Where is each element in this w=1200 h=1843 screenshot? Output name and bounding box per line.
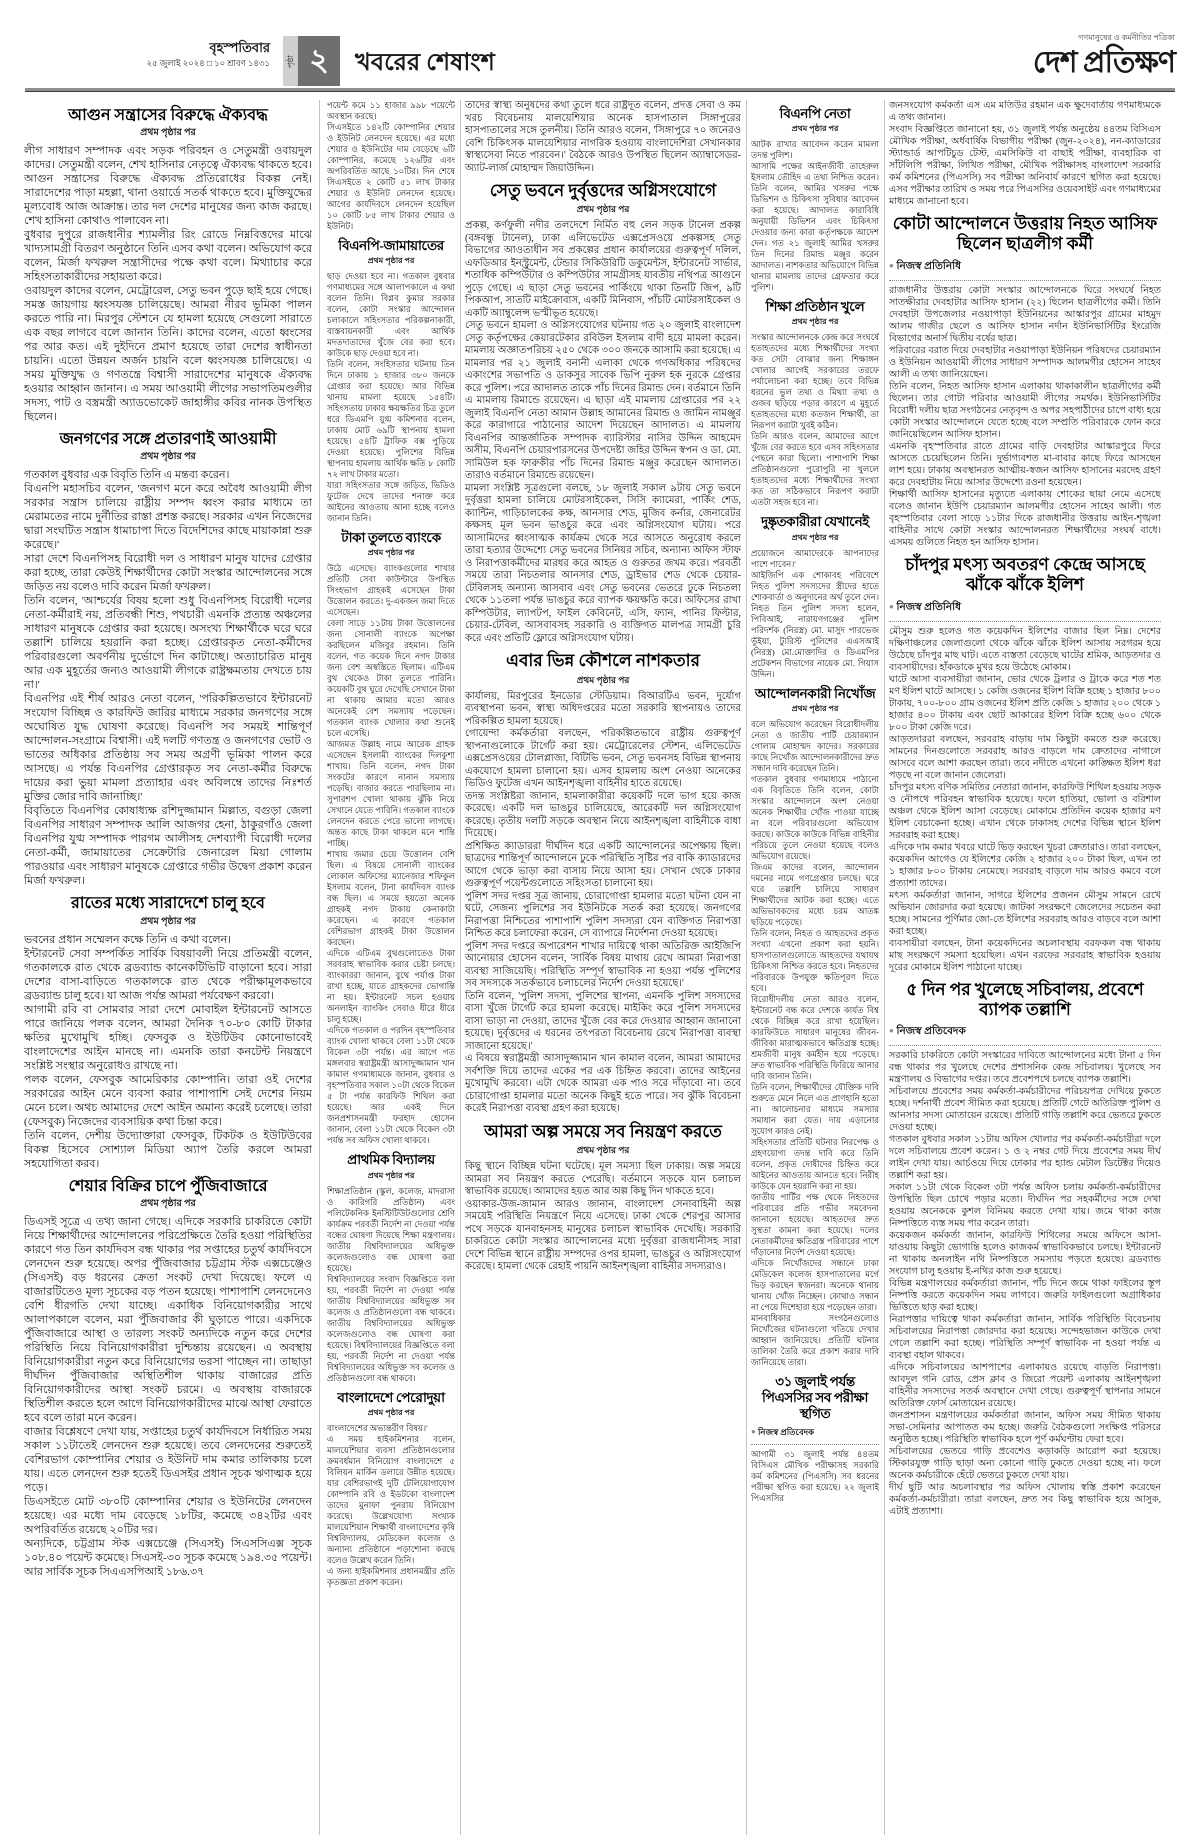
paragraph: বিবৃতিতে বিএনপির কোষাধ্যক্ষ রশিদুজ্জামান মিল্লাত, বগুড়া জেলা বিএনপির সাধারণ সম্পাদক আলি আজগর হেনা, ঠাকুরগাঁও জেলা বিএনপির যুগ্ম সম্পাদক পারগম আলীসহ দেশব্যাপী বিরোধী দলের নেতা-কর্মী, জামায়াতের সেক্রেটারি জেনারেল মিয়া গোলাম পারওয়ার এবং সাধারণ মানুষকে গ্রেপ্তারে গভীর উদ্বেগ প্রকাশ করেন মির্জা ফখরুল। (24, 805, 312, 888)
paragraph: তিনি বলেন, নিহত আসিফ হাসান এলাকায় থাকাকালীন ছাত্রলীগের কর্মী ছিলেন। তার গোটা পরিবার আওয়ামী লীগের সমর্থক। ইউনিভার্সিটির বিরোধী দলীয় ছাত্র সংগঠনের নেতৃবৃন্দ ও অপর সহপাঠীদের চাপে বাধ্য হয়ে কোটা সংস্কার আন্দোলনে যেতে হচ্ছে বলে সম্প্রতি পরিবারকে ফোন করে জানিয়েছিলেন আসিফ হাসান। (889, 381, 1161, 440)
paragraph: বিভিন্ন মন্ত্রণালয়ের কর্মকর্তারা জানান, পাঁচ দিনে জমে থাকা ফাইলের স্তূপ নিষ্পত্তি করতে কয়েকদিন সময় লাগবে। জরুরি ফাইলগুলো অগ্রাধিকার ভিত্তিতে ছাড় করা হচ্ছে। (889, 1279, 1161, 1314)
paragraph: মামলা সংশ্লিষ্ট সূত্রগুলো বলছে, ১৮ জুলাই সকাল ৯টায় সেতু ভবনে দুর্বৃত্তরা হামলা চালিয়ে মোটরসাইকেল, সিসি ক্যামেরা, পার্কিং শেড, ক্যান্টিন, গাড়িচালকের কক্ষ, আনসার শেড, মুজিব কর্নার, জেনারেটর কক্ষসহ মূল ভবন ভাঙচুর করে এবং অগ্নিসংযোগ ঘটায়। পরে আসামিদের ধ্বংসাত্মক কার্যক্রম থেকে সরে আসতে অনুরোধ করলে তারা হত্যার উদ্দেশ্যে সেতু ভবনের সিনিয়র সচিব, অন্যান্য অফিস স্টাফ ও নিরাপত্তাকর্মীদের মারধর করে আহত ও গুরুতর জখম করে। পরবর্তী সময়ে তারা নিচতলার আনসার শেড, ড্রাইভার শেড থেকে চেয়ার-টেবিলসহ অন্যান্য আসবাব এবং সেতু ভবনের ভেতরে ঢুকে নিচতলা থেকে ১১তলা পর্যন্ত ভাঙচুর করে ব্যাপক ক্ষয়ক্ষতি করে। অফিসের রাখা কম্পিউটার, ল্যাপটপ, ফাইল কেবিনেট, এসি, ফ্যান, পানির ফিল্টার, চেয়ার-টেবিল, আসবাবসহ সরকারি ও ব্যক্তিগত মালপত্র সামগ্রী চুরি করে এবং প্রতিটি ফ্লোরে অগ্নিসংযোগ ঘটায়। (465, 482, 741, 644)
paragraph: ডিএসই সূত্রে এ তথ্য জানা গেছে। এদিকে সরকারি চাকরিতে কোটা নিয়ে শিক্ষার্থীদের আন্দোলনের পরিপ্রেক্ষিতে তৈরি হওয়া পরিস্থিতির কারণে গত তিন কার্যদিবস বন্ধ থাকার পর সপ্তাহের চতুর্থ কার্যদিবসে লেনদেন শুরু হয়েছে। অপর পুঁজিবাজার চট্টগ্রাম স্টক এক্সচেঞ্জেও (সিএসই) বড় ধরনের ক্রেতা সংকট দেখা দিয়েছে। ফলে এ বাজারটিতেও মূল্য সূচকের বড় পতন হয়েছে। পাশাপাশি লেনদেনেও বেশি ধীরগতি দেখা যাচ্ছে। একাধিক বিনিয়োগকারীর সাথে আলাপকালে বলেন, মরা পুঁজিবাজার কী ঘুড়াতে পারে। একদিকে পুঁজিবাজারে আস্থা ও তারল্য সংকট অন্যদিকে নতুন করে দেশের পরিস্থিতি নিয়ে বিনিয়োগকারীরা দুশ্চিন্তায় রয়েছেন। এ অবস্থায় বিনিয়োগকারীরা নতুন করে বিনিয়োগের ভরসা পাচ্ছেন না। তাছাড়া দীর্ঘদিন পুঁজিবাজার অস্থিতিশীল থাকায় বাজারের প্রতি বিনিয়োগকারীদের আস্থা সংকট চরমে। এ অবস্থায় বাজারকে স্থিতিশীল করতে হলে আগে বিনিয়োগকারীদের মাঝে আস্থা ফেরাতে হবে বলে তারা মনে করেন। (24, 1215, 312, 1424)
article (24, 894, 312, 1170)
paragraph: আগামী রবি বা সোমবার সারা দেশে মোবাইল ইন্টারনেট আসতে পারে জানিয়ে পলক বলেন, আমরা দৈনিক ৭০-৮০ কোটি টাকার ক্ষতির মুখোমুখি হচ্ছি। ফেসবুক ও ইউটিউব কোনোভাবেই বাংলাদেশের আইন মানছে না। এমনকি তারা কনটেন্ট নিয়ন্ত্রণে সংশ্লিষ্ট সংস্থার অনুরোধও রাখছে না। (24, 1003, 312, 1072)
byline (751, 1424, 879, 1445)
paragraph: আগামী ৩১ জুলাই পর্যন্ত ৪৪তম বিসিএস মৌখিক পরীক্ষাসহ সরকারি কর্ম কমিশনের (পিএসসি) সব ধরনের পরীক্ষা স্থগিত করা হয়েছে। ২২ জুলাই পিএসসির (751, 1449, 879, 1504)
paragraph: তিনি বলেন, সংহিসতার ঘটনায় তিন দিনে ঢাকায় ১ হাজার ৩৮০ জনকে গ্রেপ্তার করা হয়েছে। আর বিভিন্ন থানায় মামলা হয়েছে ১৫৪টি। সহিংসতায় ঢাকার ক্ষয়ক্ষতির চিত্র তুলে ধরে ডিএমপি যুগ্ম কমিশনার বলেন, ঢাকায় মোট ৬৯টি স্থাপনায় হামলা হয়েছে। ৫৪টি ট্রাফিক বক্স পুড়িয়ে দেওয়া হয়েছে। পুলিশের বিভিন্ন স্থাপনায় হামলায় আর্থিক ক্ষতি ৮ কোটি ৭২ লাখ টাকার মতো। (327, 359, 455, 480)
paragraph: নিরাপত্তার দায়িত্বে থাকা কর্মকর্তারা জানান, সার্বিক পরিস্থিতি বিবেচনায় সচিবালয়ের নিরাপত্তা জোরদার করা হয়েছে। সন্দেহভাজন কাউকে দেখা গেলে তল্লাশি করা হচ্ছে। পরিস্থিতি সম্পূর্ণ স্বাভাবিক না হওয়া পর্যন্ত এ ব্যবস্থা বহাল থাকবে। (889, 1315, 1161, 1362)
column-c (465, 100, 741, 1835)
article-headline: কোটা আন্দোলনে উত্তরায় নিহত আসিফ ছিলেন ছাত্রলীগ কর্মী (892, 214, 1158, 254)
paragraph: এমনকি বৃহস্পতিবার রাতে গ্রামের বাড়ি দেবহাটার আস্কারপুরে ফিরে আসতে চেয়েছিলেন তিনি। দুর্ভাগ্যবশত মা-বাবার কাছে ফিরে আসছেন লাশ হয়ে। ঢাকায় অবস্থানরত আত্মীয়-স্বজন আসিফ হাসানের মরদেহ গ্রহণ করে দেবহাটায় নিয়ে আসার উদ্দেশ্যে রওনা হয়েছেন। (889, 441, 1161, 488)
article (751, 299, 879, 508)
paragraph: জাতীয় পার্টির পক্ষ থেকে নিহতদের পরিবারের প্রতি গভীর সমবেদনা জানানো হয়েছে। আহতদের দ্রুত সুস্থতা কামনা করা হয়েছে। দলের নেতাকর্মীদের ক্ষতিগ্রস্ত পরিবারের পাশে দাঁড়ানোর নির্দেশ দেওয়া হয়েছে। (751, 1191, 879, 1257)
article-headline: বিএনপি নেতা (779, 106, 851, 121)
paragraph: গতকাল বুধবার সকাল ১১টায় অফিস খোলার পর কর্মকর্তা-কর্মচারীরা দলে দলে সচিবালয়ে প্রবেশ করেন। ১ ও ২ নম্বর গেট দিয়ে প্রবেশের সময় দীর্ঘ লাইন দেখা যায়। আর্চওয়ে দিয়ে ঢোকার পর হ্যান্ড মেটাল ডিটেক্টর দিয়েও তল্লাশি করা হয়। (889, 1135, 1161, 1182)
article-body (24, 933, 312, 1171)
continued-label: প্রথম পৃষ্ঠার পর (367, 548, 415, 558)
paragraph: উঠে এসেছে। ব্যাংকগুলোর শাখার প্রতিটি সেবা কাউন্টারে উপস্থিত সিংহভাগ গ্রাহকই এসেছেন টাকা উত্তোলন করতে। দু-একজন জমা দিতে এসেছেন। (327, 563, 455, 618)
article-headline: চাঁদপুর মৎস্য অবতরণ কেন্দ্রে আসছে ঝাঁকে ঝাঁকে ইলিশ (905, 554, 1145, 595)
paragraph: ভবনের প্রধান সম্মেলন কক্ষে তিনি এ কথা বলেন। (24, 933, 232, 946)
article-body (889, 1050, 1161, 1518)
article-body (24, 468, 312, 888)
paragraph: বিশ্ববিদ্যালয়ের সংবাদ বিজ্ঞপ্তিতে বলা হয়, পরবর্তী নির্দেশ না দেওয়া পর্যন্ত জাতীয় বিশ্ববিদ্যালয়ের অধিভুক্ত সব কলেজ ও প্রতিষ্ঠানগুলো বন্ধ থাকবে। জাতীয় বিশ্ববিদ্যালয়ের অধিভুক্ত কলেজগুলোও বন্ধ ঘোষণা করা হয়েছে। বিশ্ববিদ্যালয়ের বিজ্ঞপ্তিতে বলা হয়, পরবর্তী নির্দেশ না দেওয়া পর্যন্ত বিশ্ববিদ্যালয়ের অধিভুক্ত সব কলেজ ও প্রতিষ্ঠানগুলো বন্ধ থাকবে। (327, 1273, 455, 1383)
paragraph: প্রকল্প, কর্ণফুলী নদীর তলদেশে নির্মিত বহু লেন সড়ক টানেল প্রকল্প (বঙ্গবন্ধু টানেল), ঢাকা এলিভেটেড এক্সপ্রেসওয়ে প্রকল্পসহ সেতু বিভাগের আওতাধীন সব প্রকল্পের প্রধান কার্যালয়ের গুরুত্বপূর্ণ দলিল, এফডিআর ইনস্ট্রুমেন্ট, টেন্ডার সিকিউরিটি ডকুমেন্টস, ইন্টারনেট সার্ভার, শতাধিক কম্পিউটার ও কম্পিউটার সামগ্রীসহ যাবতীয় নথিপত্র আগুনে পুড়ে গেছে। এ ছাড়া সেতু ভবনের পার্কিংয়ে থাকা তিনটি জিপ, ৯টি পিকআপ, সাতটি মাইক্রোবাস, একটি মিনিবাস, পাঁচটি মোটরসাইকেল ও একটি অ্যাম্বুলেন্স ভস্মীভূত হয়েছে। (465, 220, 741, 319)
paragraph: কিছু স্থানে বিচ্ছিন্ন ঘটনা ঘটেছে। মূল সমস্যা ছিল ঢাকায়। অল্প সময়ে আমরা সব নিয়ন্ত্রণ করতে পেরেছি। বর্তমানে সড়কে যান চলাচল স্বাভাবিক রয়েছে। আমাদের হয়ত আর অল্প কিছু দিন থাকতে হবে। (465, 1161, 741, 1198)
article-body (751, 139, 879, 293)
logo-name: দেশ প্রতিক্ষণ (1032, 46, 1175, 79)
paragraph: সকাল ১১টা থেকে বিকেল ৩টা পর্যন্ত অফিস চলায় কর্মকর্তা-কর্মচারীদের উপস্থিতি ছিল চোখে পড়ার মতো। দীর্ঘদিন পর সহকর্মীদের সঙ্গে দেখা হওয়ায় অনেককে কুশল বিনিময় করতে দেখা যায়। জমে থাকা কাজ নিষ্পত্তিতে ব্যস্ত সময় পার করেন তারা। (889, 1183, 1161, 1230)
byline (889, 598, 1161, 622)
article (889, 214, 1161, 549)
paragraph: জনসংযোগ কর্মকর্তা এস এম মতিউর রহমান এক ক্ষুদেবার্তায় গণমাধ্যমকে এ তথ্য জানান। (889, 101, 1161, 123)
bullet-icon: ● (889, 260, 894, 270)
column-a (24, 100, 312, 1835)
paragraph: জনপ্রশাসন মন্ত্রণালয়ের কর্মকর্তারা জানান, অফিস সময় সীমিত থাকায় সভা-সেমিনার আপাতত কম হচ্ছে। জরুরি বৈঠকগুলো সংক্ষিপ্ত পরিসরে অনুষ্ঠিত হচ্ছে। পরিস্থিতি স্বাভাবিক হলে পূর্ণ কর্মঘণ্টায় ফেরা হবে। (889, 1411, 1161, 1446)
newspaper-logo (1033, 32, 1175, 79)
article (327, 1390, 455, 1588)
column-d (751, 100, 879, 1835)
article-headline: রাতের মধ্যে সারাদেশে চালু হবে (71, 895, 265, 913)
article-body (327, 563, 455, 1146)
article-body (889, 626, 1161, 974)
paragraph: তিনি আরও বলেন, আমাদের আগে খুঁজে বের করতে হবে এসব সহিংসতার পেছনে কারা ছিলো। পাশাপাশি শিক্ষা প্রতিষ্ঠানগুলো পুরোপুরি না খুললে হতাহতদের মধ্যে শিক্ষার্থীদের সংখ্যা কত তা সঠিকভাবে নিরূপণ করাটা এতটা সহজ হবে না। (751, 431, 879, 508)
byline-text: নিজস্ব প্রতিবেদক (757, 1427, 815, 1438)
paragraph: পরিবারের বরাত দিয়ে দেবহাটার নওয়াপাড়া ইউনিয়ন পরিষদের চেয়ারম্যান ও ইউনিয়ন আওয়ামী লীগের সাধারণ সম্পাদক আলমগীর হোসেন সাহেব আলী এ তথ্য জানিয়েছেন। (889, 345, 1161, 380)
paragraph: তিনি বলেন, শিক্ষার্থীদের যৌক্তিক দাবি শুরুতে মেনে নিলে এত প্রাণহানি হতো না। আলোচনার মাধ্যমে সমস্যার সমাধান করা যেত। দায় এড়ানোর সুযোগ কারও নেই। (751, 1081, 879, 1136)
paragraph: পুলিশ সদর দপ্তর সূত্র জানায়, চোরাগোপ্তা হামলার মতো ঘটনা যেন না ঘটে, সেজন্য পুলিশের সব ইউনিটকে সতর্ক করা হয়েছে। জনগণের নিরাপত্তা নিশ্চিতের পাশাপাশি পুলিশ সদস্যরা যেন ব্যক্তিগত নিরাপত্তা নিশ্চিত করে চলাফেরা করেন, সে ব্যাপারে নির্দেশনা দেওয়া হয়েছে। (465, 890, 741, 940)
paragraph: তাদের স্বাস্থ্য অনুষদের কথা তুলে ধরে রাষ্ট্রদূত বলেন, প্রদত্ত সেবা ও কম খরচ বিবেচনায় মালয়েশিয়ার অনেক হাসপাতাল সিঙ্গাপুরের হাসপাতালের সঙ্গে তুলনীয়। তিনি আরও বলেন, 'সিঙ্গাপুরে ৭০ জনেরও বেশি চিকিৎসক মালয়েশিয়ার নাগরিক হওয়ায় বাংলাদেশিরা সেখানকার স্বাস্থ্যসেবা নিতে পারবেন।' বৈঠকে আরও উপস্থিত ছিলেন অ্যাম্বাসেডর-অ্যাট-লার্জ মোহাম্মদ জিয়াউদ্দিন। (465, 100, 741, 174)
paragraph: প্রশিক্ষিত ক্যাডাররা দীর্ঘদিন ধরে একটি আন্দোলনের অপেক্ষায় ছিল। ছাত্রদের শান্তিপূর্ণ আন্দোলনে ঢুকে পরিস্থিতি সৃষ্টির পর বাকি ক্যাডারদের আগে থেকে ভাড়া করা বাসায় নিয়ে আসা হয়। সেখান থেকে ঢাকার গুরুত্বপূর্ণ পয়েন্টগুলোতে সহিংসতা চালানো হয়। (465, 840, 741, 890)
page-number-box (283, 36, 340, 86)
column-b (327, 100, 455, 1835)
article (889, 980, 1161, 1519)
article (327, 1152, 455, 1383)
paragraph: আজমত উল্লাহ নামে আরেক গ্রাহক এসেছেন ইসলামী ব্যাংকের দিলকুশা শাখায়। তিনি বলেন, নগদ টাকা সংকটের কারণে নানান সমস্যায় পড়েছি। বাজার করতে পারছিলাম না। সুপারশপ খোলা থাকায় ঝুঁকি নিয়ে সেখানে যেতে পারিনি। গতকাল ব্যাংকে লেনদেন করতে পেরে ভালো লাগছে। অন্তত কাছে টাকা থাকলে মনে শান্তি পাচ্ছি। (327, 739, 455, 849)
article (751, 106, 879, 293)
paragraph: এ বিষয়ে স্বরাষ্ট্রমন্ত্রী আসাদুজ্জামান খান কামাল বলেন, আমরা আমাদের সর্বশক্তি দিয়ে তাদের একের পর এক চিহ্নিত করবো। তাদের আইনের মুখোমুখি করবো। এটা থেকে আমরা এক পাও সরে দাঁড়াবো না। তবে চোরাগোপ্তা হামলার মতো অনেক কিছুই হতে পারে। সব ঝুঁকি বিবেচনা করেই নিরাপত্তা ব্যবস্থা গ্রহণ করা হয়েছে। (465, 1053, 741, 1115)
paragraph: আইজিপি এক শোকাবহ পরিবেশে নিহত পুলিশ সদস্যদের স্ত্রীদের হাতে শোকবার্তা ও অনুদানের অর্থ তুলে দেন। নিহত তিন পুলিশ সদস্য হলেন, পিবিআই, নারায়ণগঞ্জের পুলিশ পরিদর্শক (নিরস্ত্র) মো. মাসুদ পারভেজ ভূঁইয়া, ট্যুরিস্ট পুলিশের এএসআই (নিরস্ত্র) মো.মোক্তাদির ও ডিএমপির প্রটেকশন বিভাগের নায়েক মো. গিয়াস উদ্দিন। (751, 569, 879, 679)
byline (889, 257, 1161, 281)
paragraph: এদিকে নিখোঁজদের সন্ধানে ঢাকা মেডিকেল কলেজ হাসপাতালের মর্গে ভিড় করছেন স্বজনরা। অনেকে থানায় থানায় খোঁজ নিচ্ছেন। কোথাও সন্ধান না পেয়ে দিশেহারা হয়ে পড়েছেন তারা। (751, 1257, 879, 1312)
article-body (24, 144, 312, 424)
paragraph: সংস্কার আন্দোলনকে কেন্দ্র করে সংঘর্ষে হতাহতদের মধ্যে শিক্ষার্থীদের সংখ্যা কত সেটা বোঝার জন্য শিক্ষাঙ্গন খোলার আগেই সরকারের তরফে পর্যালোচনা করা হচ্ছে। তবে বিভিন্ন ধরনের ভুল তথ্য ও মিথ্যা তথ্য ও গুজব ছড়িয়ে পড়ার কারণে এ মুহূর্তে হতাহতদের মধ্যে কতজন শিক্ষার্থী, তা নিরূপণ করাটা খুবই কঠিন। (751, 332, 879, 431)
article-headline: বিএনপি-জামায়াতের (338, 238, 444, 253)
paragraph: জিএম কাদের বলেন, আন্দোলন দমনের নামে গণগ্রেপ্তার চলছে। ঘরে ঘরে তল্লাশি চালিয়ে সাধারণ শিক্ষার্থীদের আটক করা হচ্ছে। এতে অভিভাবকদের মধ্যে চরম আতঙ্ক ছড়িয়ে পড়েছে। (751, 861, 879, 927)
paragraph: গতকাল বুধবার এক বিবৃতি তিনি এ মন্তব্য করেন। (24, 469, 230, 482)
paragraph: লীগ সাধারণ সম্পাদক এবং সড়ক পরিবহন ও সেতুমন্ত্রী ওবায়দুল কাদের। সেতুমন্ত্রী বলেন, শেখ হাসিনার নেতৃত্বে ঐক্যবদ্ধ থাকতে হবে। আগুন সন্ত্রাসের বিরুদ্ধে ঐক্যবদ্ধ প্রতিরোধের বিকল্প নেই। সারাদেশের পাড়া মহল্লা, থানা ওয়ার্ডে সতর্ক থাকতে হবে। মুক্তিযুদ্ধের মূল্যবোধ আজ আক্রান্ত। তার দল দেশের মানুষের জন্য কাজ করছে। শেখ হাসিনা কোথাও পালাবেন না। (24, 145, 312, 228)
article-body (751, 548, 879, 680)
paragraph: বলে অভিযোগ করেছেন বিরোধীদলীয় নেতা ও জাতীয় পার্টি চেয়ারম্যান গোলাম মোহাম্মদ কাদের। সরকারের কাছে নিখোঁজ আন্দোলনকারীদের দ্রুত সন্ধান দাবি করেছেন তিনি। (751, 718, 879, 773)
paragraph: চাঁদপুর মৎস্য বণিক সমিতির নেতারা জানান, কারফিউ শিথিল হওয়ায় সড়ক ও নৌপথে পরিবহন স্বাভাবিক হয়েছে। ফলে হাতিয়া, ভোলা ও বরিশাল অঞ্চল থেকে ইলিশ আসা বেড়েছে। মোকামে প্রতিদিন কয়েক হাজার মণ ইলিশ বেচাকেনা হচ্ছে। এখান থেকে ঢাকাসহ দেশের বিভিন্ন স্থানে ইলিশ সরবরাহ করা হচ্ছে। (889, 782, 1161, 841)
paragraph: তিনি বলেন, 'আশ্চর্যের বিষয় হলো শুধু বিএনপিসহ বিরোধী দলের নেতা-কর্মীরাই নয়, প্রতিবন্ধী শিশু, পথচারী এমনকি প্রত্যন্ত অঞ্চলের সাধারণ মানুষকে গ্রেপ্তার করা হয়েছে। অসংখ্য শিক্ষার্থীকে ঘরে ঘরে তল্লাশি চালিয়ে হয়রানি করা হচ্ছে। গ্রেপ্তারকৃত নেতা-কর্মীদের পরিবারগুলো অবর্ণনীয় দুর্ভোগে দিন কাটাচ্ছে। অত্যাচারিত মানুষ আর এক মুহূর্তের জন্যও আওয়ামী লীগকে রাষ্ট্রক্ষমতায় দেখতে চায় না।' (24, 595, 312, 692)
paragraph: রাজধানীর উত্তরায় কোটা সংস্কার আন্দোলনকে ঘিরে সংঘর্ষে নিহত সাতক্ষীরার দেবহাটার আসিফ হাসান (২২) ছিলেন ছাত্রলীগের কর্মী। তিনি দেবহাটা উপজেলার নওয়াপাড়া ইউনিয়নের আস্কারপুর গ্রামের মাহমুদ আলম গাজীর ছেলে ও আসিফ হাসান নর্দান ইউনিভার্সিটির ইংরেজি বিভাগের অনার্স দ্বিতীয় বর্ষের ছাত্র। (889, 285, 1161, 344)
paragraph: ইন্টারনেট সেবা সম্পর্কিত সার্বিক বিষয়াবলী নিয়ে প্রতিমন্ত্রী বলেন, গতকালকে রাত থেকে ব্রডব্যান্ড কানেকটিভিটি বাড়ানো হবে। সারা দেশের বাসা-বাড়িতে গতকালকে রাত থেকে পরীক্ষামূলকভাবে ব্রডব্যান্ড চালু হবে। যা আজ পর্যন্ত আমরা পর্যবেক্ষণ করবো। (24, 947, 312, 1002)
continued-label: প্রথম পৃষ্ঠার পর (791, 532, 839, 542)
article-body (465, 1161, 741, 1274)
paragraph: যারা সহিংসতার সঙ্গে জড়িত, ভিডিও ফুটেজ দেখে তাদের শনাক্ত করে আইনের আওতায় আনা হচ্ছে বলেও জানান তিনি। (327, 480, 455, 524)
article-body (465, 220, 741, 645)
article-headline: আন্দোলনকারী নিখোঁজ (754, 685, 876, 701)
paragraph: গতকাল বুধবার গণমাধ্যমে পাঠানো এক বিবৃতিতে তিনি বলেন, কোটা সংস্কার আন্দোলনে অংশ নেওয়া অনেক শিক্ষার্থীর খোঁজ পাওয়া যাচ্ছে না বলে পরিবারগুলো অভিযোগ করছে। কাউকে কাউকে বিভিন্ন বাহিনীর পরিচয়ে তুলে নেওয়া হয়েছে বলেও অভিযোগ রয়েছে। (751, 773, 879, 861)
paragraph: শিক্ষাপ্রতিষ্ঠান (স্কুল, কলেজ, মাদরাসা ও কারিগরি প্রতিষ্ঠান) এবং পলিটেকনিক ইনস্টিটিউটগুলোর শ্রেণি কার্যক্রম পরবর্তী নির্দেশ না দেওয়া পর্যন্ত বন্ধের ঘোষণা দিয়েছে শিক্ষা মন্ত্রণালয়। জাতীয় বিশ্ববিদ্যালয়ের অধিভুক্ত কলেজগুলোও বন্ধ ঘোষণা করা হয়েছে। (327, 1185, 455, 1273)
continued-label: প্রথম পৃষ্ঠার পর (140, 128, 196, 139)
continued-label: প্রথম পৃষ্ঠার পর (367, 1170, 415, 1180)
section-title: খবরের শেষাংশ (355, 50, 495, 76)
article-body (327, 100, 455, 232)
column-divider (319, 100, 320, 1835)
continued-label: প্রথম পৃষ্ঠার পর (367, 256, 415, 266)
continued-label: প্রথম পৃষ্ঠার পর (576, 1145, 630, 1156)
paragraph: সরকারি চাকরিতে কোটা সংস্কারের দাবিতে আন্দোলনের মধ্যে টানা ৫ দিন বন্ধ থাকার পর খুলেছে দেশের প্রশাসনিক কেন্দ্র সচিবালয়। খুলেছে সব মন্ত্রণালয় ও বিভাগের দপ্তর। তবে প্রবেশপথে চলছে ব্যাপক তল্লাশি। (889, 1051, 1161, 1086)
article-body (889, 100, 1161, 208)
continued-label: প্রথম পৃষ্ঠার পর (367, 1407, 415, 1417)
article-headline: শেয়ার বিক্রির চাপে পুঁজিবাজারে (68, 1177, 268, 1195)
paragraph: শাখায় জমার চেয়ে উত্তোলন বেশি ছিল। এ বিষয়ে সোনালী ব্যাংকের লোকাল অফিসের ম্যানেজার শফিকুল ইসলাম বলেন, টানা কার্যদিবস ব্যাংক বন্ধ ছিল। এ সময়ে হয়তো অনেক গ্রাহকই নগদ টাকায় কেনাকাটা করেছেন। এ কারণে গতকাল বেশিরভাগ গ্রাহকই টাকা উত্তোলন করছেন। (327, 849, 455, 948)
paragraph: পয়েন্ট কমে ১১ হাজার ৯৯৮ পয়েন্টে অবস্থান করছে। (327, 100, 455, 121)
paragraph: প্রয়োজনে আমাদেরকে আপনাদের পাশে পাবেন।' (751, 547, 879, 569)
article (24, 430, 312, 888)
article (751, 686, 879, 1368)
logo-tagline: গণমানুষের ও কর্মনীতির পত্রিকা (1078, 33, 1175, 42)
paragraph: সচিবালয়ে প্রবেশের সময় কর্মকর্তা-কর্মচারীদের পরিচয়পত্র দেখিয়ে ঢুকতে হচ্ছে। দর্শনার্থী প্রবেশ সীমিত করা হয়েছে। প্রতিটি গেটে অতিরিক্ত পুলিশ ও আনসার সদস্য মোতায়েন রয়েছে। প্রতিটি গাড়ি তল্লাশি করে ভেতরে ঢুকতে দেওয়া হচ্ছে। (889, 1087, 1161, 1134)
article-continuation (465, 100, 741, 175)
paragraph: তিনি বলেন, দেশীয় উদ্যোক্তারা ফেসবুক, টিকটক ও ইউটিউবের বিকল্প হিসেবে সোশ্যাল মিডিয়া অ্যাপ তৈরি করলে আমরা সহযোগিতা করব। (24, 1129, 312, 1170)
masthead (25, 33, 1175, 86)
paragraph: এ জন্য হাইকমিশনার প্রধানমন্ত্রীর প্রতি কৃতজ্ঞতা প্রকাশ করেন। (327, 1565, 455, 1587)
paragraph: সংবাদ বিজ্ঞপ্তিতে জানানো হয়, ৩১ জুলাই পর্যন্ত অনুষ্ঠেয় ৪৪তম বিসিএস মৌখিক পরীক্ষা, অর্ধবার্ষিক বিভাগীয় পরীক্ষা (জুন-২০২৪), নন-ক্যাডারের স্ট্যান্ডার্ড আপটিচুড টেস্ট, এমসিকিউ বা বাছাই পরীক্ষা, ব্যবহারিক বা সাঁটলিপি পরীক্ষা, লিখিত পরীক্ষা, মৌখিক পরীক্ষাসহ বাংলাদেশ সরকারি কর্ম কমিশনের (পিএসসি) সব পরীক্ষা অনিবার্য কারণে স্থগিত করা হয়েছে। এসব পরীক্ষার তারিখ ও সময় পরে পিএসসির ওয়েবসাইট এবং গণমাধ্যমের মাধ্যমে জানানো হবে। (889, 125, 1161, 207)
paragraph: আটক রাখার আবেদন করেন মামলা তদন্ত পুলিশ। (751, 139, 879, 161)
article-headline: টাকা তুলতে ব্যাংকে (341, 530, 441, 546)
article-headline: এবার ভিন্ন কৌশলে নাশকতার (506, 651, 700, 671)
article-body (327, 1186, 455, 1384)
article-body (327, 271, 455, 524)
paragraph: কার্যালয়, মিরপুরের ইনডোর স্টেডিয়াম। বিআরটিএ ভবন, দুর্যোগ ব্যবস্থাপনা ভবন, স্বাস্থ্য অধিদপ্তরের মতো সরকারি স্থাপনায়ও তাদের পরিকল্পিত হামলা হয়েছে। (465, 690, 741, 727)
article-headline: শিক্ষা প্রতিষ্ঠান খুলে (765, 299, 865, 315)
byline (889, 1022, 1161, 1046)
article-headline: আমরা অল্প সময়ে সব নিয়ন্ত্রণ করতে (484, 1121, 722, 1141)
article (751, 514, 879, 679)
paragraph: ডিএসইতে মোট ৩৮০টি কোম্পানির শেয়ার ও ইউনিটের লেনদেন হয়েছে। এর মধ্যে দাম বেড়েছে ১৮টির, কমেছে ৩৪২টির এবং অপরিবর্তিত রয়েছে ২০টির দর। (24, 1495, 312, 1536)
continued-label: প্রথম পৃষ্ঠার পর (791, 703, 839, 713)
continued-label: প্রথম পৃষ্ঠার পর (140, 1198, 196, 1209)
continued-label: প্রথম পৃষ্ঠার পর (576, 674, 630, 685)
paragraph: দীর্ঘ ছুটি আর অচলাবস্থার পর অফিস খোলায় স্বস্তি প্রকাশ করেছেন কর্মকর্তা-কর্মচারীরা। তারা বলছেন, দ্রুত সব কিছু স্বাভাবিক হয়ে আসুক, এটাই প্রত্যাশা। (889, 1483, 1161, 1518)
paragraph: তিনি বলেন, 'পুলিশ সদস্য, পুলিশের স্থাপনা, এমনকি পুলিশ সদস্যদের বাসা খুঁজে টার্গেট করে হামলা করেছে। মাইকিং করে পুলিশ সদস্যদের বাসা ভাড়া না দেওয়া, তাদের খুঁজে বের করে দেওয়ার আহ্বান জানানো হয়েছে। দুর্বৃত্তদের এ ধরনের তৎপরতা বিবেচনায় রেখে নিরাপত্তা ব্যবস্থা সাজানো হয়েছে।' (465, 990, 741, 1052)
article (24, 1177, 312, 1579)
column-divider (884, 100, 885, 1835)
paragraph: ঘাটে আসা ব্যবসায়ীরা জানান, ভোর থেকে ট্রলার ও ট্রাকে করে শত শত মণ ইলিশ ঘাটে আসছে। ১ কেজি ওজনের ইলিশ বিক্রি হচ্ছে ১ হাজার ৮০০ টাকায়, ৭০০-৮০০ গ্রাম ওজনের ইলিশ প্রতি কেজি ১ হাজার ২০০ থেকে ১ হাজার ৪০০ টাকায় এবং ছোট আকারের ইলিশ বিক্রি হচ্ছে ৬০০ থেকে ৮০০ টাকা কেজি দরে। (889, 674, 1161, 733)
masthead-rule (25, 88, 1175, 92)
continued-label: প্রথম পৃষ্ঠার পর (791, 317, 839, 327)
article (465, 181, 741, 645)
article-headline: দুষ্কৃতকারীরা যেখানেই (761, 514, 869, 530)
paragraph: পুলিশ সদর দপ্তরে অপারেশন শাখার দায়িত্বে থাকা অতিরিক্ত আইজিপি আনোয়ার হোসেন বলেন, 'সার্বিক বিষয় মাথায় রেখে আমরা নিরাপত্তা ব্যবস্থা সাজিয়েছি। পরিস্থিতি সম্পূর্ণ স্বাভাবিক না হওয়া পর্যন্ত পুলিশের সব সদস্যকে সতর্কভাবে চলাচলের নির্দেশ দেওয়া হয়েছে।' (465, 940, 741, 990)
paragraph: বেলা সাড়ে ১১টায় টাকা উত্তোলনের জন্য সোনালী ব্যাংকে অপেক্ষা করছিলেন মজিবুর রহমান। তিনি বলেন, গত কয়েক দিনে নগদ টাকার জন্য বেশ অস্বস্তিতে ছিলাম। এটিএম বুথ থেকেও টাকা তুলতে পারিনি। কয়েকটি বুথ ঘুরে দেখেছি সেখানে টাকা না থাকায় আমার মতো আরও অনেকেই বেশ সমস্যায় পড়েছেন। গতকাল ব্যাংক খোলার কথা শুনেই চলে এসেছি। (327, 618, 455, 739)
date-line: ২৫ জুলাই ২০২৪ □ ১০ শ্রাবণ ১৪৩১ (146, 57, 270, 68)
paragraph: ছাড় দেওয়া হবে না। গতকাল বুধবার গণমাধ্যমের সঙ্গে আলাপকালে এ কথা বলেন তিনি। বিপ্লব কুমার সরকার বলেন, কোটা সংস্কার আন্দোলন চলাকালে সহিংসতার পরিকল্পনাকারী, বাস্তবায়নকারী এবং আর্থিক মদতদাতাদের খুঁজে বের করা হবে। কাউকে ছাড় দেওয়া হবে না। (327, 271, 455, 359)
paragraph: সচিবালয়ের ভেতরে গাড়ি প্রবেশেও কড়াকড়ি আরোপ করা হয়েছে। স্টিকারযুক্ত গাড়ি ছাড়া অন্য কোনো গাড়ি ঢুকতে দেওয়া হচ্ছে না। ফলে অনেক কর্মচারীকে হেঁটে ভেতরে ঢুকতে দেখা যায়। (889, 1447, 1161, 1482)
article-headline: আগুন সন্ত্রাসের বিরুদ্ধে ঐক্যবদ্ধ (68, 107, 268, 124)
column-e (889, 100, 1161, 1835)
page-label: পৃষ্ঠা (283, 36, 298, 86)
paragraph: কয়েকজন কর্মকর্তা জানান, কারফিউ শিথিলের সময়ে অফিসে আসা-যাওয়ায় কিছুটা ভোগান্তি হলেও কাজকর্ম স্বাভাবিকভাবে চলছে। ইন্টারনেট না থাকায় অনলাইন নথি নিষ্পত্তিতে সমস্যায় পড়তে হয়েছে। ব্রডব্যান্ড সংযোগ চালু হওয়ায় ই-নথির কাজ শুরু হয়েছে। (889, 1231, 1161, 1278)
paragraph: বাজার বিশ্লেষণে দেখা যায়, সপ্তাহের চতুর্থ কার্যদিবসে নির্ধারিত সময় সকাল ১১টাতেই লেনদেন শুরু হয়েছে। তবে লেনদেনের শুরুতেই বেশিরভাগ কোম্পানির শেয়ার ও ইউনিট দাম কমার তালিকায় চলে যায়। এতে লেনদেন শুরু হতেই ডিএসইর প্রধান সূচক ঋণাত্মক হয়ে পড়ে। (24, 1425, 312, 1494)
column-divider (460, 100, 461, 1835)
paragraph: বিএনপি মহাসচিব বলেন, 'জনগণ মনে করে অবৈধ আওয়ামী লীগ সরকার সন্ত্রাস চালিয়ে রাষ্ট্রীয় সম্পদ ধ্বংস করার মাধ্যমে তা মেরামতের নামে দুর্নীতির রাস্তা প্রশস্ত করছে। সরকার এখন নিজেদের দ্বারা সংঘটিত সন্ত্রাস ধামাচাপা দিতে বিদেশিদের কাছে মায়াকান্না শুরু করেছে।' (24, 483, 312, 552)
article (465, 651, 741, 1115)
article (751, 1374, 879, 1505)
article-continuation (327, 100, 455, 232)
paragraph: ওয়াকার-উজ-জামান আরও জানান, বাংলাদেশ সেনাবাহিনী অল্প সময়েই পরিস্থিতি নিয়ন্ত্রণে নিয়ে এসেছে। ঢাকা থেকে শেরপুর আসার পথে সড়কে যানবাহনসহ মানুষের চলাচল স্বাভাবিক দেখেছি। সরকারি চাকরিতে কোটা সংস্কার আন্দোলনের মধ্যে দুর্বৃত্তরা রাজধানীসহ সারা দেশে বিভিন্ন স্থানে রাষ্ট্রীয় সম্পদের ওপর হামলা, ভাঙচুর ও অগ্নিসংযোগ করেছে। হামলা থেকে রেহাই পায়নি আইনশৃঙ্খলা বাহিনীর সদস্যরাও। (465, 1198, 741, 1273)
byline-text: নিজস্ব প্রতিনিধি (896, 260, 962, 272)
paragraph: ব্যবসায়ীরা বলছেন, টানা কয়েকদিনের অচলাবস্থায় বরফকল বন্ধ থাকায় মাছ সংরক্ষণে সমস্যা হয়েছিল। এখন বরফের সরবরাহ স্বাভাবিক হওয়ায় দূরের মোকামে ইলিশ পাঠানো যাচ্ছে। (889, 938, 1161, 973)
paragraph: এদিকে সচিবালয়ের আশপাশের এলাকায়ও রয়েছে বাড়তি নিরাপত্তা। আবদুল গনি রোড, প্রেস ক্লাব ও জিরো পয়েন্ট এলাকায় আইনশৃঙ্খলা বাহিনীর সদস্যদের সতর্ক অবস্থানে দেখা গেছে। গুরুত্বপূর্ণ স্থাপনার সামনে অতিরিক্ত ফোর্স মোতায়েন রয়েছে। (889, 1363, 1161, 1410)
byline-text: নিজস্ব প্রতিবেদক (896, 1026, 966, 1038)
article-headline: সেতু ভবনে দুর্বৃত্তদের অগ্নিসংযোগে (489, 181, 717, 200)
bullet-icon: ● (889, 1026, 894, 1036)
article (889, 555, 1161, 974)
paragraph: গোয়েন্দা কর্মকর্তারা বলছেন, পরিকল্পিতভাবে রাষ্ট্রীয় গুরুত্বপূর্ণ স্থাপনাগুলোকে টার্গেট করা হয়। মেট্রোরেলের স্টেশন, এলিভেটেড এক্সপ্রেসওয়ের টোলপ্লাজা, বিটিভি ভবন, সেতু ভবনসহ বিভিন্ন স্থাপনায় একযোগে হামলা চালানো হয়। এসব হামলায় অংশ নেওয়া অনেকের ভিডিও ফুটেজ এখন আইনশৃঙ্খলা বাহিনীর হাতে রয়েছে। (465, 728, 741, 790)
article-headline: প্রাথমিক বিদ্যালয় (347, 1152, 435, 1168)
paragraph: সিএসইতে ১৪২টি কোম্পানির শেয়ার ও ইউনিট লেনদেন হয়েছে। এর মধ্যে শেয়ার ও ইউনিটের দাম বেড়েছে ৬টি কোম্পানির, কমেছে ১২৬টির এবং অপরিবর্তিত আছে ১০টির। দিন শেষে সিএসইতে ২ কোটি ৫১ লাখ টাকার শেয়ার ও ইউনিট লেনদেন হয়েছে। আগের কার্যদিবসে লেনদেন হয়েছিল ১০ কোটি ৮৫ লাখ টাকার শেয়ার ও ইউনিট। (327, 122, 455, 231)
paragraph: বিএনপির এই শীর্ষ আরও নেতা বলেন, 'পরিকল্পিতভাবে ইন্টারনেট সংযোগ বিচ্ছিন্ন ও কারফিউ জারির মাধ্যমে সরকার জনগণের সঙ্গে অঘোষিত যুদ্ধ ঘোষণা করেছে। বিএনপি সব সময়ই শান্তিপূর্ণ আন্দোলন-সংগ্রামে বিশ্বাসী। এই দলটি গণতন্ত্র ও জনগণের ভোট ও ভাতের অধিকার প্রতিষ্ঠায় সব সময় অগ্রণী ভূমিকা পালন করে আসছে। এ পর্যন্ত বিএনপির গ্রেপ্তারকৃত সব নেতা-কর্মীর বিরুদ্ধে দায়ের করা ভুয়া মামলা প্রত্যাহার এবং অবিলম্বে তাদের নিঃশর্ত মুক্তির জোর দাবি জানাচ্ছি।' (24, 693, 312, 804)
paragraph: বাংলাদেশের অভ্যন্তরীণ বিষয়।' (327, 1422, 428, 1433)
article-headline: বাংলাদেশে পেরোদুয়া (337, 1389, 445, 1405)
paragraph: সারা দেশে বিএনপিসহ বিরোধী দল ও সাধারণ মানুষ যাদের গ্রেপ্তার করা হচ্ছে, তারা কেউই শিক্ষার্থীদের কোটা সংস্কার আন্দোলনের সঙ্গে জড়িত নয় বলেও দাবি করেন মির্জা ফখরুল। (24, 553, 312, 594)
paragraph: এদিকে গতকাল ও পরদিন বৃহস্পতিবার ব্যাংক খোলা থাকবে বেলা ১১টা থেকে বিকেল ৩টা পর্যন্ত। এর আগে গত মঙ্গলবার স্বরাষ্ট্রমন্ত্রী আসাদুজ্জামান খান কামাল গণমাধ্যমকে জানান, বুধবার ও বৃহস্পতিবার সকাল ১০টা থেকে বিকেল ৫ টা পর্যন্ত কারফিউ শিথিল করা হয়েছে। আর একই দিনে জনপ্রশাসনমন্ত্রী ফরহাদ হোসেন জানান, বেলা ১১টা থেকে বিকেল ৩টা পর্যন্ত সব অফিস খোলা থাকবে। (327, 1025, 455, 1146)
continued-label: প্রথম পৃষ্ঠার পর (576, 204, 630, 215)
paragraph: তিনি বলেন, নিহত ও আহতদের প্রকৃত সংখ্যা এখনো প্রকাশ করা হয়নি। হাসপাতালগুলোতে আহতদের যথাযথ চিকিৎসা নিশ্চিত করতে হবে। নিহতদের পরিবারকে উপযুক্ত ক্ষতিপূরণ দিতে হবে। (751, 927, 879, 993)
paragraph: পলক বলেন, ফেসবুক আমেরিকার কোম্পানি। তারা ওই দেশের সরকারের আইন মেনে ব্যবসা করার পাশাপাশি সেই দেশের নিয়ম মেনে চলে। অথচ আমাদের দেশে আইন অমান্য করেই চলেছে। তারা (ফেসবুক) নিজেদের ব্যবসায়িক কথা চিন্তা করে। (24, 1073, 312, 1128)
paragraph: সহিংসতার প্রতিটি ঘটনার নিরপেক্ষ ও গ্রহণযোগ্য তদন্ত দাবি করে তিনি বলেন, প্রকৃত দোষীদের চিহ্নিত করে আইনের আওতায় আনতে হবে। নিরীহ কাউকে যেন হয়রানি করা না হয়। (751, 1136, 879, 1191)
article-headline: জনগণের সঙ্গে প্রতারণাই আওয়ামী (59, 431, 277, 449)
paragraph: শিক্ষার্থী আসিফ হাসানের মৃত্যুতে এলাকায় শোকের ছায়া নেমে এসেছে বলেও জানান ইউপি চেয়ারম্যান আলমগীর হোসেন সাহেব আলী। গত বৃহস্পতিবার বেলা সাড়ে ১১টার দিকে রাজধানীর উত্তরায় আইন-শৃঙ্খলা বাহিনীর সাথে কোটা সংস্কার আন্দোলনরত শিক্ষার্থীদের সংঘর্ষ বাধে। এসময় গুলিতে নিহত হন আসিফ হাসান। (889, 489, 1161, 548)
paragraph: মৌসুম শুরু হলেও গত কয়েকদিন ইলিশের বাজার ছিল নিম্ন। দেশের দক্ষিণাঞ্চলের জেলাগুলো থেকে ঝাঁকে ঝাঁকে ইলিশ আসায় সরগরম হয়ে উঠেছে চাঁদপুর মাছ ঘাট। এতে ব্যস্ততা বেড়েছে ঘাটের শ্রমিক, আড়তদার ও ব্যবসায়ীদের। হাঁকডাকে মুখর হয়ে উঠেছে মোকাম। (889, 626, 1161, 673)
article-body (751, 719, 879, 1368)
column-divider (746, 100, 747, 1835)
continued-label: প্রথম পৃষ্ঠার পর (791, 124, 839, 134)
article-body (751, 332, 879, 508)
date-block (25, 40, 270, 68)
article (327, 238, 455, 524)
weekday: বৃহস্পতিবার (209, 40, 270, 55)
article-body (889, 285, 1161, 549)
article (327, 530, 455, 1146)
paragraph: আসামি পক্ষের আইনজীবী তাহেরুল ইসলাম তৌহিদ এ তথ্য নিশ্চিত করেন। তিনি বলেন, আমির খসরুর পক্ষে ডিভিশন ও চিকিৎসা সুবিধার আবেদন করা হয়েছে। আদালত কারাবিধি অনুযায়ী ডিভিশন এবং চিকিৎসা দেওয়ার জন্য কারা কর্তৃপক্ষকে আদেশ দেন। গত ২১ জুলাই আমির খসরুর তিন দিনের রিমান্ড মঞ্জুর করেন আদালত। নাশকতার অভিযোগে বিভিন্ন থানার মামলায় তাদের গ্রেফতার করে পুলিশ। (751, 161, 879, 293)
paragraph: এদিকে দাম কমার খবরে ঘাটে ভিড় করছেন খুচরা ক্রেতারাও। তারা বলছেন, কয়েকদিন আগেও যে ইলিশের কেজি ২ হাজার ২০০ টাকা ছিল, এখন তা ১ হাজার ৮০০ টাকায় নেমেছে। সরবরাহ বাড়লে দাম আরও কমবে বলে প্রত্যাশা তাদের। (889, 842, 1161, 889)
bullet-icon: ● (751, 1427, 756, 1437)
paragraph: এ সময় হাইকমিশনার বলেন, মালয়েশিয়ার ব্যবসা প্রতিষ্ঠানগুলোর ক্রমবর্ধমান বিনিয়োগ বাংলাদেশে ৫ বিলিয়ন মার্কিন ডলারে উন্নীত হয়েছে। যার বেশিরভাগই দুটি টেলিযোগাযোগ কোম্পানি রবি ও ইডটকো বাংলাদেশ তাদের মুনাফা পুনরায় বিনিয়োগ করেছে। উল্লেখযোগ্য সংখ্যক মালয়েশিয়ান শিক্ষার্থী বাংলাদেশের কৃষি বিশ্ববিদ্যালয়, মেডিকেল কলেজ ও অন্যান্য প্রতিষ্ঠানে পড়াশোনা করছে বলেও উল্লেখ করেন তিনি। (327, 1433, 455, 1565)
paragraph: বুধবার দুপুরে রাজধানীর শ্যামলীর রিং রোডে নিম্নবিত্তদের মাঝে খাদ্যসামগ্রী বিতরণ অনুষ্ঠানে তিনি এসব কথা বলেন। অভিযোগ করে বলেন, মির্জা ফখরুল সন্ত্রাসীদের পক্ষে কথা বলে। মিথ্যাচার করে সহিংসতাকারীদের সহায়তা করে। (24, 229, 312, 284)
article-body (465, 100, 741, 175)
paragraph: সেতু ভবনে হামলা ও অগ্নিসংযোগের ঘটনায় গত ২০ জুলাই বাংলাদেশ সেতু কর্তৃপক্ষের কেয়ারটেকার রবিউল ইসলাম বাদী হয়ে মামলা করেন। মামলায় অজ্ঞাতপরিচয় ২৫০ থেকে ৩০০ জনকে আসামি করা হয়েছে। এ মামলার পর ২১ জুলাই বনানী এলাকা থেকে গণঅধিকার পরিষদের একাংশের সভাপতি ও ডাকসুর সাবেক ভিপি নুরুল হক নুরকে গ্রেপ্তার করে পুলিশ। পরে আদালত তাকে পাঁচ দিনের রিমান্ড দেন। বর্তমানে তিনি এ মামলায় রিমান্ডে রয়েছেন। এ ছাড়া এই মামলায় গ্রেপ্তারের পর ২২ জুলাই বিএনপি নেতা আমান উল্লাহ আমানের রিমান্ড ও জামিন নামঞ্জুর করে কারাগারে পাঠানোর আদেশ দিয়েছেন আদালত। এ মামলায় বিএনপির আন্তর্জাতিক সম্পাদক ব্যারিস্টার নাসির উদ্দিন আহমেদ অসীম, বিএনপি চেয়ারপারসনের উপদেষ্টা জহির উদ্দিন স্বপন ও ডা. মো. সামিউল হক ফারুকীর পাঁচ দিনের রিমান্ড মঞ্জুর করেছেন আদালত। তারাও বর্তমানে রিমান্ডে রয়েছেন। (465, 320, 741, 482)
paragraph: এদিকে এটিএম বুথগুলোতেও টাকা সরবরাহ স্বাভাবিক করার চেষ্টা চলছে। ব্যাংকাররা জানান, বুথে পর্যাপ্ত টাকা রাখা হচ্ছে, যাতে গ্রাহকদের ভোগান্তি না হয়। ইন্টারনেট সচল হওয়ায় অনলাইন ব্যাংকিং সেবাও ধীরে ধীরে চালু হচ্ছে। (327, 948, 455, 1025)
continued-label: প্রথম পৃষ্ঠার পর (140, 452, 196, 463)
paragraph: তদন্ত সংশ্লিষ্টরা জানান, হামলাকারীরা কয়েকটি দলে ভাগ হয়ে কাজ করেছে। একটি দল ভাঙচুর চালিয়েছে, আরেকটি দল অগ্নিসংযোগ করেছে। তৃতীয় দলটি সড়কে অবস্থান নিয়ে আইনশৃঙ্খলা বাহিনীকে বাধা দিয়েছে। (465, 790, 741, 840)
article-body (24, 1215, 312, 1579)
bullet-icon: ● (889, 601, 894, 611)
paragraph: মৎস্য কর্মকর্তারা জানান, সাগরে ইলিশের প্রজনন মৌসুম সামনে রেখে অভিযান জোরদার করা হয়েছে। জাটকা সংরক্ষণে জেলেদের সচেতন করা হচ্ছে। সামনের পূর্ণিমার জো-তে ইলিশের সরবরাহ আরও বাড়বে বলে আশা করা হচ্ছে। (889, 890, 1161, 937)
article-body (751, 1449, 879, 1504)
article-continuation (889, 100, 1161, 208)
paragraph: আড়তদাররা বলছেন, সরবরাহ বাড়ায় দাম কিছুটা কমতে শুরু করেছে। সামনের দিনগুলোতে সরবরাহ আরও বাড়লে দাম ক্রেতাদের নাগালে আসবে বলে আশা করছেন তারা। তবে নদীতে এখনো কাঙ্ক্ষিত ইলিশ ধরা পড়ছে না বলে জানান জেলেরা। (889, 734, 1161, 781)
article (24, 106, 312, 424)
paragraph: ওবায়দুল কাদের বলেন, মেট্রোরেল, সেতু ভবন পুড়ে ছাই হয়ে গেছে। সমস্ত জায়গায় ধ্বংসযজ্ঞ চালিয়েছে। আমরা নীরব ভূমিকা পালন করতে পারি না। মিরপুর স্টেশনে যে হামলা হয়েছে সেগুলো সারাতে এক বছর লাগবে বলে জানান তিনি। কাদের বলেন, এতো ধ্বংসের পর আর কত। এই দুইদিনে প্রমাণ হয়েছে তারা দেশের স্বাধীনতা চায়নি। এতো উন্নয়ন অর্জন চায়নি বলে ধ্বংসযজ্ঞ চালিয়েছে। এ সময় মুক্তিযুদ্ধ ও গণতন্ত্রে বিশ্বাসী সারাদেশের মানুষকে ঐক্যবদ্ধ হওয়ার আহ্বান জানান। এ সময় আওয়ামী লীগের সভাপতিমণ্ডলীর সদস্য, পাট ও বস্ত্রমন্ত্রী অ্যাডভোকেট জাহাঙ্গীর কবির নানক উপস্থিত ছিলেন। (24, 285, 312, 424)
byline-text: নিজস্ব প্রতিনিধি (896, 601, 962, 613)
paragraph: অন্যদিকে, চট্টগ্রাম স্টক এক্সচেঞ্জে (সিএসই) সিএসসিএক্স সূচক ১০৮.৪০ পয়েন্ট কমেছে। সিএসই-৩০ সূচক কমেছে ১৯৪.৩৫ পয়েন্ট। আর সার্বিক সূচক সিএএসপিআই ১৮৬.৩৭ (24, 1537, 312, 1578)
article-body (465, 691, 741, 1116)
article-headline: ৫ দিন পর খুলেছে সচিবালয়, প্রবেশে ব্যাপক তল্লাশি (906, 979, 1144, 1019)
article (465, 1122, 741, 1274)
continued-label: প্রথম পৃষ্ঠার পর (140, 916, 196, 927)
article-headline: ৩১ জুলাই পর্যন্ত পিএসসির সব পরীক্ষা স্থগিত (761, 1373, 869, 1422)
article-body (327, 1423, 455, 1588)
paragraph: বিরোধীদলীয় নেতা আরও বলেন, ইন্টারনেট বন্ধ করে দেশকে কার্যত বিশ্ব থেকে বিচ্ছিন্ন করে রাখা হয়েছিল। কারফিউতে সাধারণ মানুষের জীবন-জীবিকা মারাত্মকভাবে ক্ষতিগ্রস্ত হচ্ছে। শ্রমজীবী মানুষ কর্মহীন হয়ে পড়েছে। দ্রুত স্বাভাবিক পরিস্থিতি ফিরিয়ে আনার দাবি জানান তিনি। (751, 993, 879, 1081)
page-number: ২ (298, 36, 340, 86)
paragraph: মানবাধিকার সংগঠনগুলোও নিখোঁজের ঘটনাগুলো খতিয়ে দেখার আহ্বান জানিয়েছে। প্রতিটি ঘটনার তালিকা তৈরি করে প্রকাশ করার দাবি জানিয়েছে তারা। (751, 1312, 879, 1367)
